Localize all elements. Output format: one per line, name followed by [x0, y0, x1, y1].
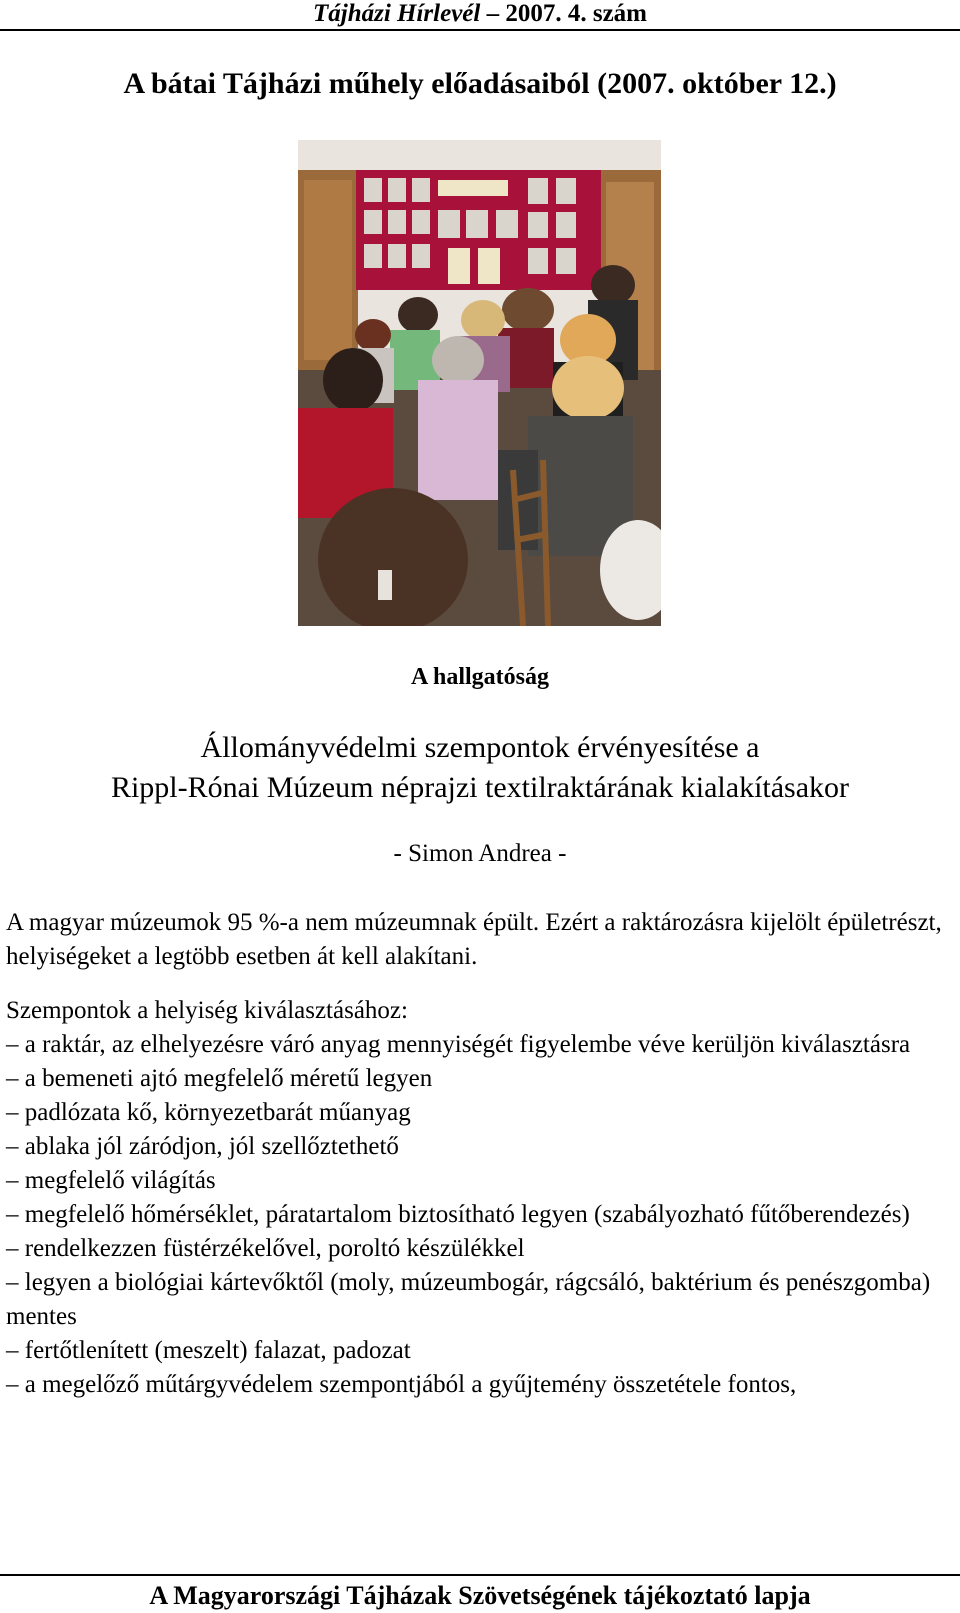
footer-divider — [0, 1574, 960, 1576]
list-item: – legyen a biológiai kártevőktől (moly, múzeumbogár, rágcsáló, baktérium és penészgomba) mentes — [6, 1269, 931, 1330]
issue-number: – 2007. 4. szám — [480, 0, 647, 27]
author-name: - Simon Andrea - — [393, 840, 567, 867]
publication-name: Tájházi Hírlevél — [312, 0, 481, 27]
header-divider — [0, 29, 960, 31]
page-header — [0, 0, 960, 30]
page-footer: A Magyarországi Tájházak Szövetségének tájékoztató lapja — [149, 1581, 811, 1610]
lecture-title-line-1: Állományvédelmi szempontok érvényesítése a — [200, 731, 760, 764]
lecture-title — [0, 728, 960, 808]
list-item: – padlózata kő, környezetbarát műanyag — [6, 1099, 411, 1126]
list-item: – rendelkezzen füstérzékelővel, poroltó készülékkel — [6, 1235, 525, 1262]
list-item: – a megelőző műtárgyvédelem szempontjából a gyűjtemény összetétele fontos, — [6, 1371, 797, 1398]
article-body — [6, 906, 954, 1402]
list-item: – megfelelő hőmérséklet, páratartalom biztosítható legyen (szabályozható fűtőberendezés) — [6, 1201, 910, 1228]
list-item: – a bemeneti ajtó megfelelő méretű legyen — [6, 1065, 433, 1092]
list-heading: Szempontok a helyiség kiválasztásához: — [6, 997, 408, 1024]
audience-photo — [298, 140, 661, 626]
list-item: – fertőtlenített (meszelt) falazat, padozat — [6, 1337, 411, 1364]
photo-caption: A hallgatóság — [410, 664, 550, 690]
article-title: A bátai Tájházi műhely előadásaiból (2007. október 12.) — [123, 67, 837, 100]
lecture-title-line-2: Rippl-Rónai Múzeum néprajzi textilraktárának kialakításakor — [110, 771, 850, 804]
intro-paragraph: A magyar múzeumok 95 %-a nem múzeumnak épült. Ezért a raktározásra kijelölt épületrészt, helyiségeket a legtöbb esetben át kell alakítani. — [6, 909, 942, 970]
list-item: – a raktár, az elhelyezésre váró anyag mennyiségét figyelembe véve kerüljön kiválasztásra — [6, 1031, 911, 1058]
list-item: – megfelelő világítás — [6, 1167, 216, 1194]
list-item: – ablaka jól záródjon, jól szellőztethető — [6, 1133, 399, 1160]
